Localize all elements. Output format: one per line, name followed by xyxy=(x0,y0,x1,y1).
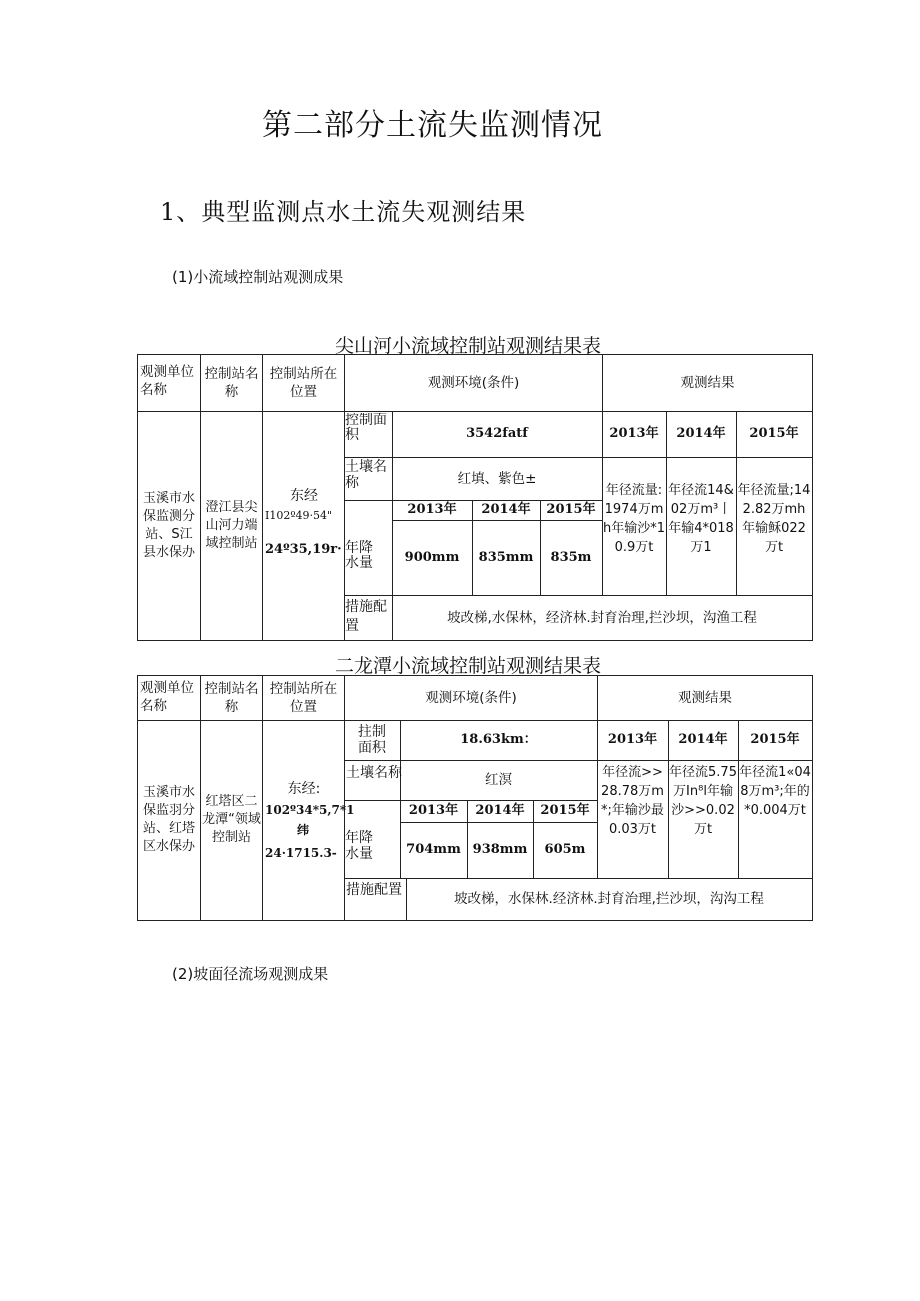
table1-result-2013: 年径流量:1974万mh年输沙*10.9万t xyxy=(603,483,665,555)
table2-rain-year-2014: 2014年 xyxy=(475,803,525,818)
table1-caption: 尖山河小流域控制站观测结果表 xyxy=(335,335,602,357)
table2-result-2015: 年径流1«048万m³;年的*0.004万t xyxy=(739,765,811,818)
subsection-heading-1: (1)小流域控制站观测成果 xyxy=(172,268,344,286)
table1-location-line2: I102º49·54" xyxy=(265,509,333,522)
table2-header-result: 观测结果 xyxy=(597,676,812,720)
table1-area-value: 3542fatf xyxy=(466,426,528,441)
table1-rain-2014: 835mm xyxy=(478,549,534,565)
table1-rain-label: 年降水量 xyxy=(345,540,373,571)
table1-area-label: 控制面积 xyxy=(345,413,387,443)
table1-station-value: 澄江县尖山河力端域控制站 xyxy=(200,411,262,640)
table2-result-2013: 年径流>>28.78万m*;年输沙最0.03万t xyxy=(601,765,664,837)
table1-header-unit: 观测单位名称 xyxy=(140,364,194,398)
table1-soil-value: 红填、紫色± xyxy=(457,470,537,487)
table1-rain-year-2015: 2015年 xyxy=(546,502,596,517)
table2-rain-2013: 704mm xyxy=(406,842,461,857)
table2 xyxy=(137,675,813,921)
table2-area-label: 拄制面积 xyxy=(358,724,386,756)
table2-location-line2: 102º34*5,7*1纬 xyxy=(265,803,355,837)
table2-result-year-2013: 2013年 xyxy=(607,732,658,747)
table2-area-value: 18.63km： xyxy=(460,732,537,747)
table1-result-2015: 年径流量;142.82万mh年输稣022万t xyxy=(737,483,811,555)
table1-result-year-2015: 2015年 xyxy=(749,426,799,441)
table2-result-year-2014: 2014年 xyxy=(678,732,728,747)
table1-header-env: 观测环境(条件) xyxy=(344,355,602,411)
table2-measure-value: 坡改梯，水保林.经济林.封育治理,拦沙坝，沟沟工程 xyxy=(454,891,764,907)
table1-header-station: 控制站名称 xyxy=(200,355,262,411)
table2-rain-year-2013: 2013年 xyxy=(408,803,459,818)
table2-rain-label: 年降水量 xyxy=(345,830,373,862)
table1 xyxy=(137,354,813,641)
table1-rain-year-2013: 2013年 xyxy=(407,502,457,517)
table2-rain-2015: 605m xyxy=(544,842,586,857)
table2-header-env: 观测环境(条件) xyxy=(344,676,597,720)
table1-rain-year-2014: 2014年 xyxy=(481,502,531,517)
table2-result-year-2015: 2015年 xyxy=(750,732,800,747)
table1-header-location: 控制站所在位置 xyxy=(262,355,344,411)
table1-soil-label: 土壤名称 xyxy=(345,459,387,491)
table1-result-2014: 年径流14&02万m³丨年输4*018万1 xyxy=(668,483,734,555)
table2-station-value: 红塔区二龙潭“领域控制站 xyxy=(200,720,262,920)
subsection-heading-2: (2)坡面径流场观测成果 xyxy=(172,965,329,983)
table1-header-result: 观测结果 xyxy=(602,355,812,411)
table2-result-2014: 年径流5.75万In⁸l年输沙>>0.02万t xyxy=(669,765,737,837)
table2-measure-label: 措施配置 xyxy=(346,882,402,898)
table1-measure-value: 坡改梯,水保林，经济林.封育治理,拦沙坝，沟渔工程 xyxy=(447,609,757,626)
table2-soil-value: 红溟 xyxy=(485,772,512,788)
table1-rain-2015: 835m xyxy=(550,549,592,565)
table2-location-value xyxy=(262,720,355,920)
table1-result-year-2013: 2013年 xyxy=(609,426,659,441)
table2-soil-label: 土壤名称 xyxy=(346,765,402,781)
table2-rain-year-2015: 2015年 xyxy=(540,803,590,818)
table2-unit-value: 玉溪市水保监羽分站、红塔区水保办 xyxy=(142,785,195,854)
table1-unit-value: 玉溪市水保监测分站、S江县水保办 xyxy=(142,490,195,560)
table2-header-location: 控制站所在位置 xyxy=(262,676,344,720)
table2-location-line3: 24·1715.3- xyxy=(265,846,337,860)
table1-location-value xyxy=(262,411,344,640)
page-title: 第二部分土流失监测情况 xyxy=(262,108,603,143)
table1-rain-2013: 900mm xyxy=(404,549,460,565)
table1-location-line1: 东经 xyxy=(290,488,318,504)
table1-result-year-2014: 2014年 xyxy=(676,426,726,441)
table2-rain-2014: 938mm xyxy=(472,842,528,857)
section-heading: 1、典型监测点水土流失观测结果 xyxy=(160,198,527,226)
table2-caption: 二龙潭小流域控制站观测结果表 xyxy=(335,655,602,677)
table2-header-station: 控制站名称 xyxy=(200,676,262,720)
table1-measure-label: 措施配置 xyxy=(345,599,387,634)
table1-location-line3: 24º35,19r· xyxy=(265,542,342,557)
table2-location-line1: 东经: xyxy=(287,781,321,797)
table2-header-unit: 观测单位名称 xyxy=(140,680,194,714)
